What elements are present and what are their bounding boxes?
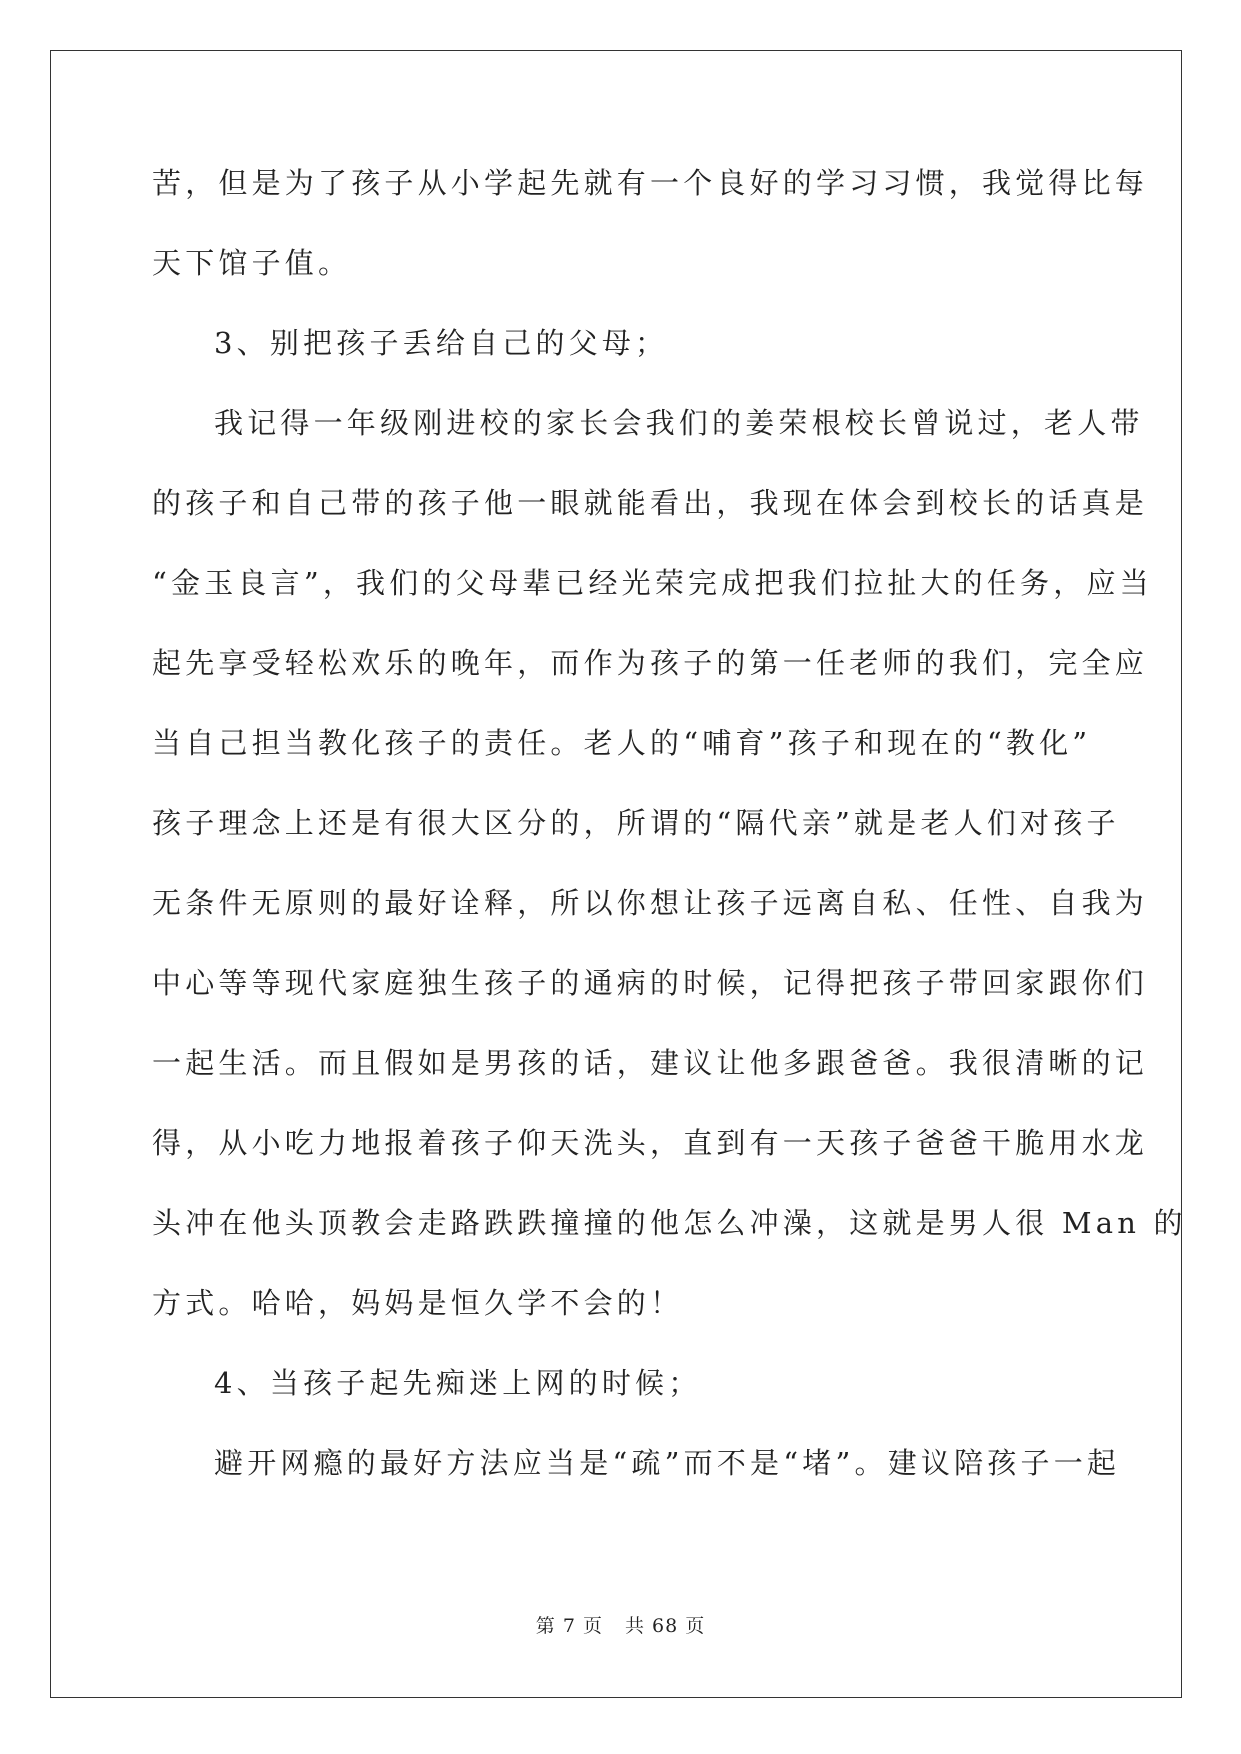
text-line: 天下馆子值。 (152, 246, 352, 280)
text-line: 避开网瘾的最好方法应当是“疏”而不是“堵”。建议陪孩子一起 (214, 1446, 1121, 1480)
text-line: 孩子理念上还是有很大区分的，所谓的“隔代亲”就是老人们对孩子 (152, 806, 1120, 840)
text-line: 得，从小吃力地报着孩子仰天洗头，直到有一天孩子爸爸干脆用水龙 (152, 1126, 1149, 1160)
section-heading: 3、别把孩子丢给自己的父母； (214, 326, 669, 360)
document-body (152, 163, 1187, 1523)
page-footer (0, 1611, 1241, 1638)
text-line: 一起生活。而且假如是男孩的话，建议让他多跟爸爸。我很清晰的记 (152, 1046, 1149, 1080)
page-number: 第 7 页 (535, 1615, 603, 1637)
text-line: 方式。哈哈，妈妈是恒久学不会的！ (152, 1286, 684, 1320)
text-line: 中心等等现代家庭独生孩子的通病的时候，记得把孩子带回家跟你们 (152, 966, 1149, 1000)
text-line: 头冲在他头顶教会走路跌跌撞撞的他怎么冲澡，这就是男人很 Man 的 (152, 1206, 1187, 1240)
page-total: 共 68 页 (624, 1615, 706, 1637)
text-line: 我记得一年级刚进校的家长会我们的姜荣根校长曾说过，老人带 (214, 406, 1144, 440)
text-line: 苦，但是为了孩子从小学起先就有一个良好的学习习惯，我觉得比每 (152, 166, 1149, 200)
text-line: 无条件无原则的最好诠释，所以你想让孩子远离自私、任性、自我为 (152, 886, 1149, 920)
text-line: 起先享受轻松欢乐的晚年，而作为孩子的第一任老师的我们，完全应 (152, 646, 1149, 680)
text-line: 当自己担当教化孩子的责任。老人的“哺育”孩子和现在的“教化” (152, 726, 1092, 760)
section-heading: 4、当孩子起先痴迷上网的时候； (214, 1366, 702, 1400)
text-line: 的孩子和自己带的孩子他一眼就能看出，我现在体会到校长的话真是 (152, 486, 1149, 520)
text-line: “金玉良言”，我们的父母辈已经光荣完成把我们拉扯大的任务，应当 (152, 566, 1153, 600)
